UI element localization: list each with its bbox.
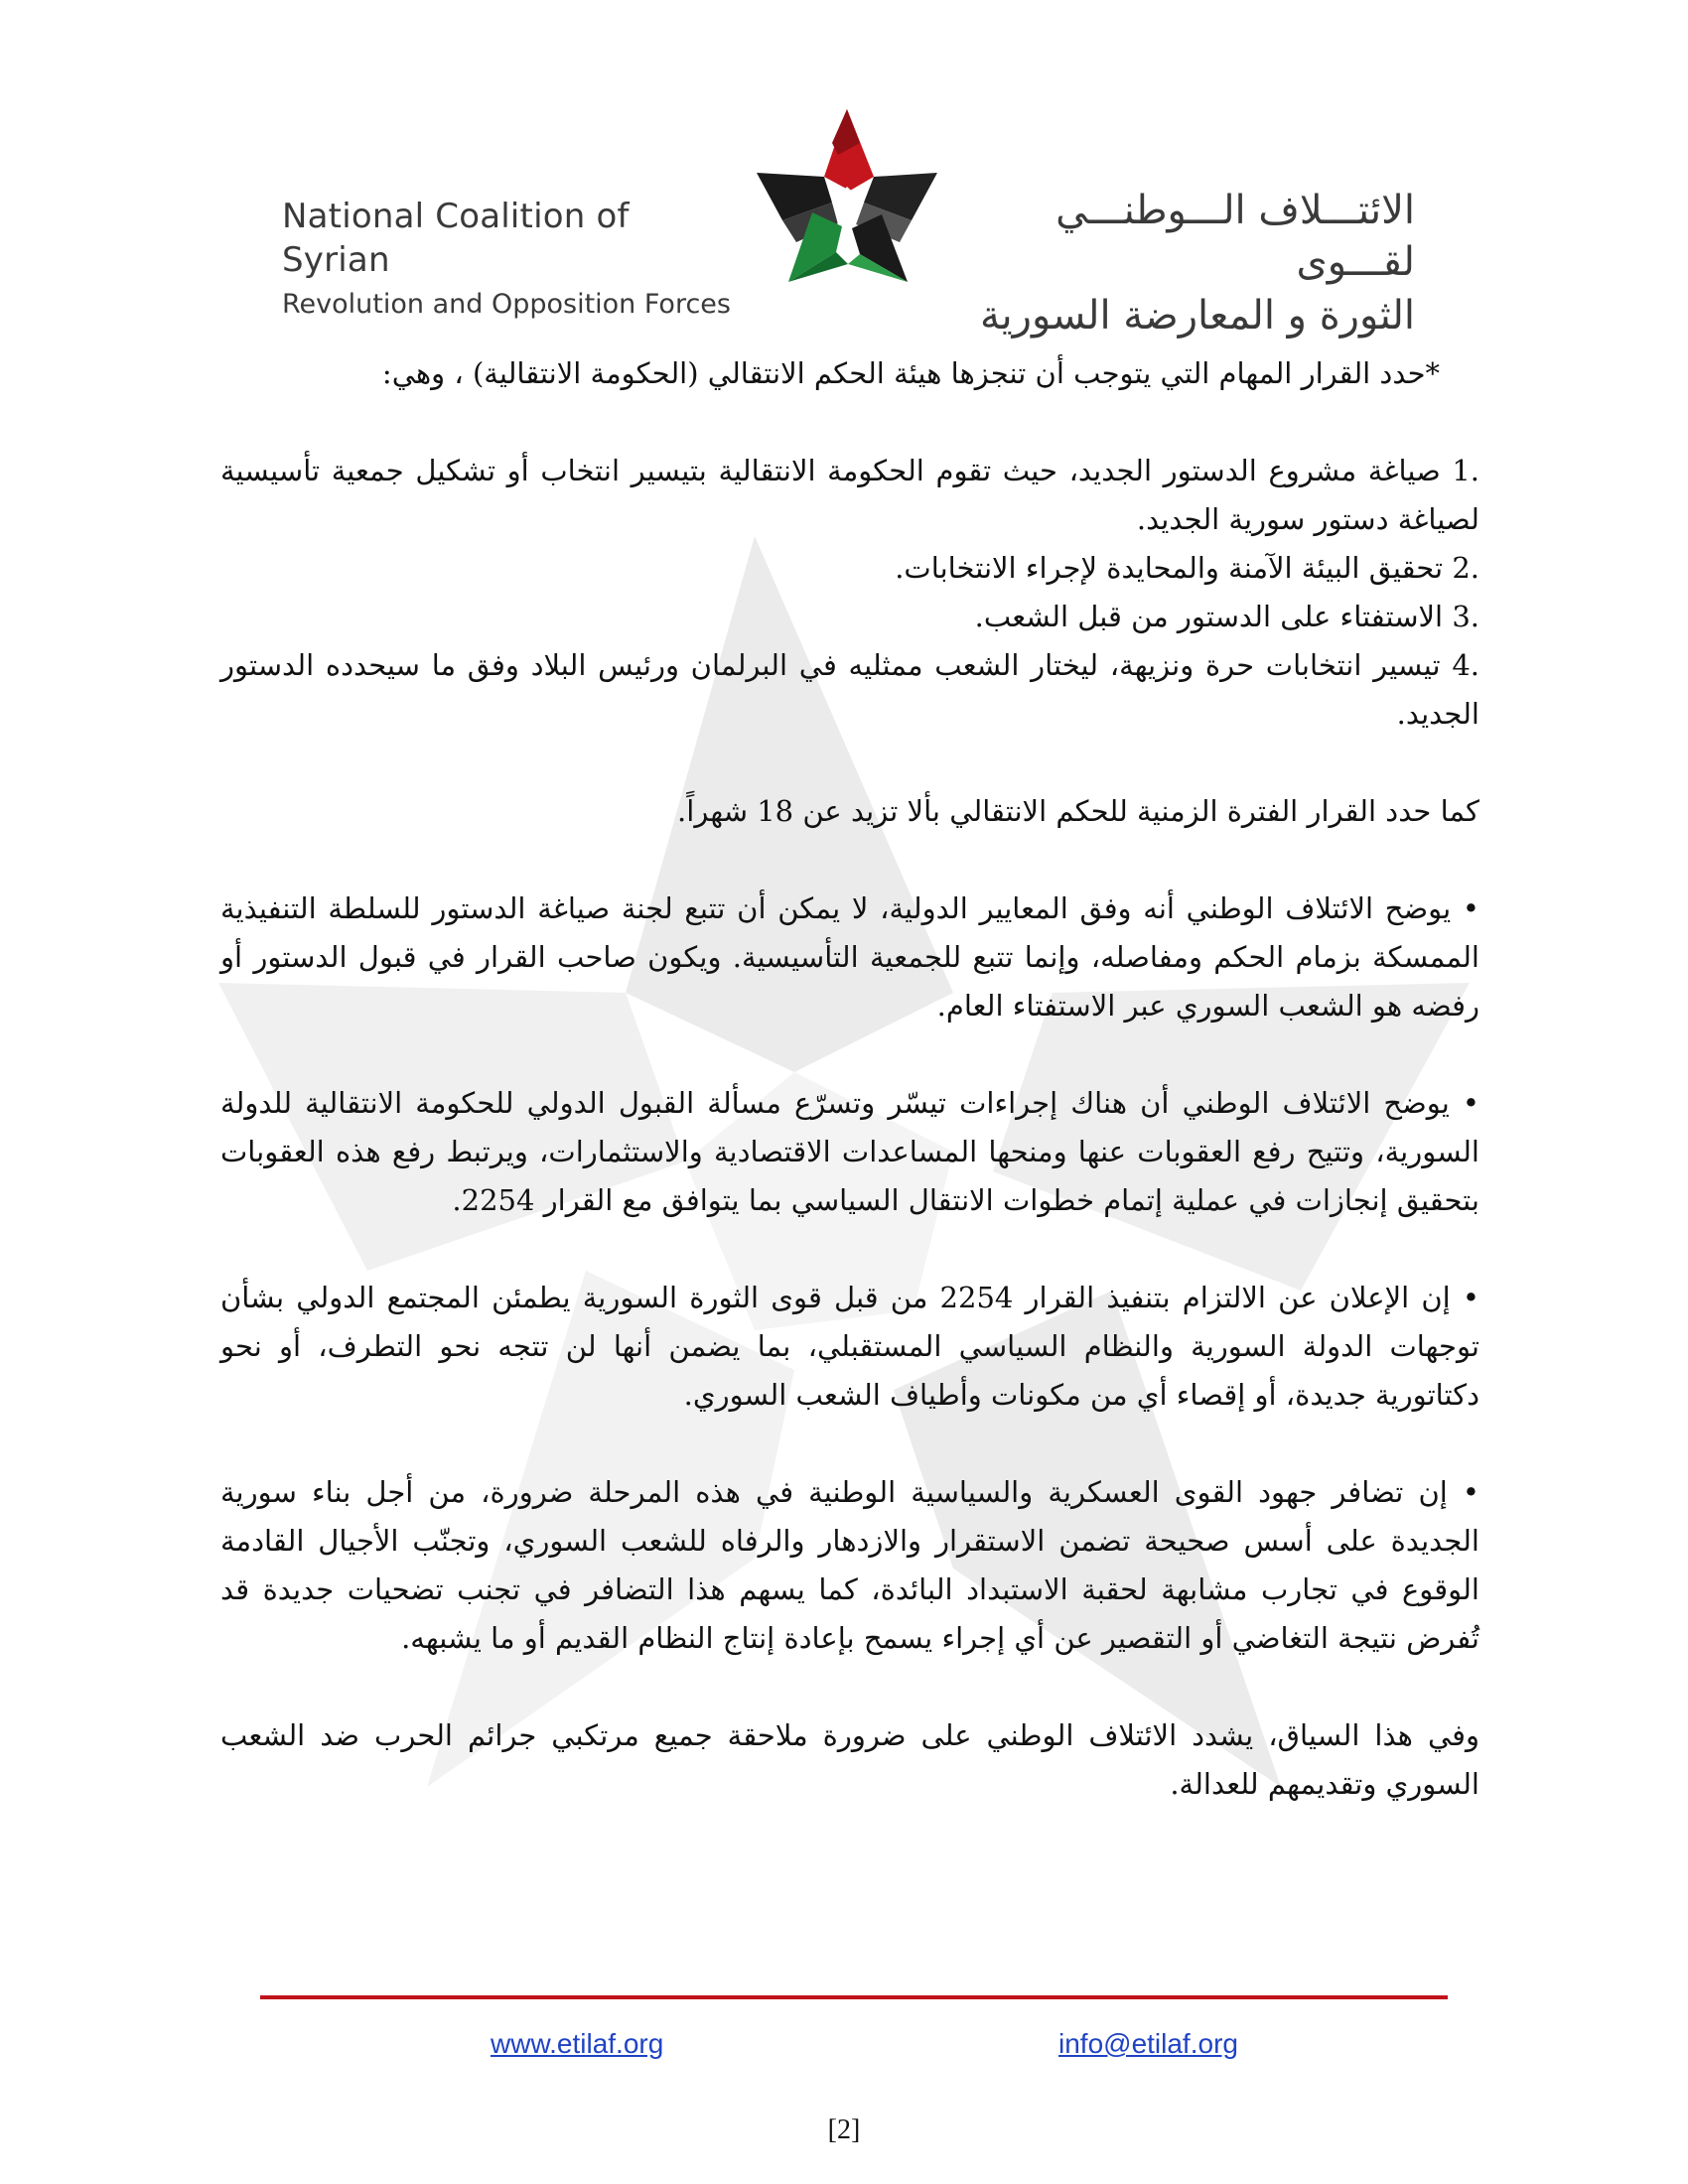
header-arabic-name xyxy=(948,185,1415,343)
bullet-paragraph-3: • إن الإعلان عن الالتزام بتنفيذ القرار 2254 من قبل قوى الثورة السورية يطمئن المجتمع الدولي بشأن توجهات الدولة السورية والنظام السياسي المستقبلي، بما يضمن أنها لن تتجه نحو التطرف، أو نحو دكتاتورية جديدة، أو إقصاء أي من مكونات وأطياف الشعب السوري. xyxy=(220,1281,1480,1412)
email-link[interactable]: info@etilaf.org xyxy=(1058,2028,1238,2059)
task-item-1: .1 صياغة مشروع الدستور الجديد، حيث تقوم الحكومة الانتقالية بتيسير انتخاب أو تشكيل جمعية تأسيسية لصياغة دستور سورية الجديد. xyxy=(220,454,1479,536)
website-link[interactable]: www.etilaf.org xyxy=(491,2028,664,2059)
header-english-line1: National Coalition of Syrian xyxy=(282,197,630,280)
document-body xyxy=(220,349,1479,1809)
bullet-paragraph-2: • يوضح الائتلاف الوطني أن هناك إجراءات تيسّر وتسرّع مسألة القبول الدولي للحكومة الانتقالية للدولة السورية، وتتيح رفع العقوبات عنها ومنحها المساعدات الاقتصادية والاستثمارات، ويرتبط رفع هذه العقوبات بتحقيق إنجازات في عملية إتمام خطوات الانتقال السياسي بما يتوافق مع القرار 2254. xyxy=(220,1086,1479,1217)
coalition-star-logo-icon xyxy=(753,103,941,286)
task-item-3: .3 الاستفتاء على الدستور من قبل الشعب. xyxy=(974,600,1479,633)
header-english-name xyxy=(282,195,739,326)
intro-paragraph: *حدد القرار المهام التي يتوجب أن تنجزها هيئة الحكم الانتقالي (الحكومة الانتقالية) ، وهي: xyxy=(381,356,1440,390)
header-arabic-line1: الائتـــلاف الـــوطنـــي لقـــوى xyxy=(1055,188,1415,285)
bullet-paragraph-1: • يوضح الائتلاف الوطني أنه وفق المعايير الدولية، لا يمكن أن تتبع لجنة صياغة الدستور للسلطة التنفيذية الممسكة بزمام الحكم ومفاصله، وإنما تتبع للجمعية التأسيسية. ويكون صاحب القرار في قبول الدستور أو رفضه هو الشعب السوري عبر الاستفتاء العام. xyxy=(220,891,1479,1023)
page-number: [2] xyxy=(827,2115,861,2145)
timeframe-paragraph: كما حدد القرار الفترة الزمنية للحكم الانتقالي بألا تزيد عن 18 شهراً. xyxy=(677,794,1479,828)
header-arabic-line2: الثورة و المعارضة السورية xyxy=(980,293,1415,339)
closing-paragraph: وفي هذا السياق، يشدد الائتلاف الوطني على ضرورة ملاحقة جميع مرتكبي جرائم الحرب ضد الشعب السوري وتقديمهم للعدالة. xyxy=(220,1718,1479,1801)
page-header xyxy=(0,0,1688,339)
task-item-4: .4 تيسير انتخابات حرة ونزيهة، ليختار الشعب ممثليه في البرلمان ورئيس البلاد وفق ما سيحدده الدستور الجديد. xyxy=(220,648,1479,731)
bullet-paragraph-4: • إن تضافر جهود القوى العسكرية والسياسية الوطنية في هذه المرحلة ضرورة، من أجل بناء سورية الجديدة على أسس صحيحة تضمن الاستقرار والازدهار والرفاه للشعب السوري، وتجنّب الأجيال القادمة الوقوع في تجارب مشابهة لحقبة الاستبداد البائدة، كما يسهم هذا التضافر في تجنب تضحيات جديدة قد تُفرض نتيجة التغاضي أو التقصير عن أي إجراء يسمح بإعادة إنتاج النظام القديم أو ما يشبهه. xyxy=(220,1475,1479,1655)
header-english-line2: Revolution and Opposition Forces xyxy=(282,289,731,320)
footer-divider xyxy=(260,1995,1448,1999)
task-item-2: .2 تحقيق البيئة الآمنة والمحايدة لإجراء الانتخابات. xyxy=(895,551,1479,585)
